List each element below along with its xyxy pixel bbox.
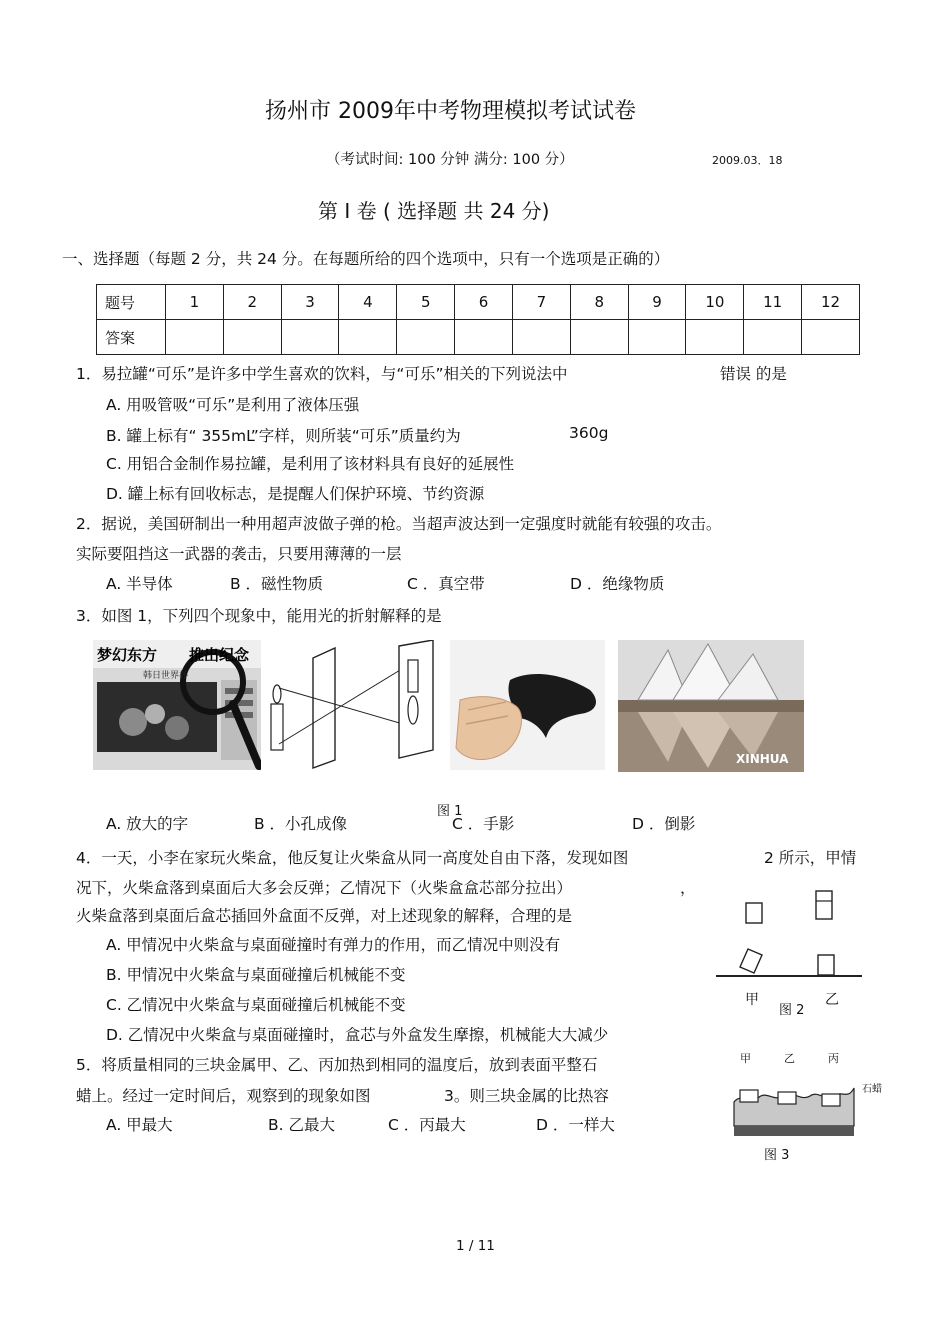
table-cell: 6 [455,285,513,320]
q1-stem-emphasis: 错误 的是 [720,365,787,383]
q5-option-b: B. 乙最大 [268,1116,335,1134]
answer-cell[interactable] [686,320,744,355]
table-cell: 8 [570,285,628,320]
answer-cell[interactable] [802,320,860,355]
table-cell: 11 [744,285,802,320]
page-title: 扬州市 2009年中考物理模拟考试试卷 [265,99,636,124]
q4-stem-line2: 况下，火柴盒落到桌面后大多会反弹；乙情况下（火柴盒盒芯部分拉出） [76,879,573,897]
q1-option-d: D. 罐上标有回收标志，是提醒人们保护环境、节约资源 [106,485,485,503]
section-title: 第 I 卷 ( 选择题 共 24 分) [318,199,550,223]
q1-option-c: C. 用铝合金制作易拉罐，是利用了该材料具有良好的延展性 [106,455,515,473]
table-cell: 2 [223,285,281,320]
figure1-hand-shadow-photo [450,640,605,770]
q2-stem-line1: 2．据说，美国研制出一种用超声波做子弹的枪。当超声波达到一定强度时就能有较强的攻击。 [76,515,722,533]
answer-cell[interactable] [512,320,570,355]
q3-stem: 3．如图 1，下列四个现象中，能用光的折射解释的是 [76,607,442,625]
table-cell: 12 [802,285,860,320]
row-label-answer: 答案 [97,320,166,355]
photo1-subhead: 韩日世界杯 [143,671,189,681]
figure3-label-wax: 石蜡 [862,1084,882,1095]
q4-option-b: B. 甲情况中火柴盒与桌面碰撞后机械能不变 [106,966,406,984]
q2-option-b: B ．磁性物质 [230,575,324,593]
answer-cell[interactable] [570,320,628,355]
q1-stem: 1．易拉罐“可乐”是许多中学生喜欢的饮料，与“可乐”相关的下列说法中 [76,365,568,383]
figure3-caption: 图 3 [764,1148,790,1163]
answer-cell[interactable] [397,320,455,355]
q2-stem-line2: 实际要阻挡这一武器的袭击，只要用薄薄的一层 [76,545,402,563]
figure2-caption: 图 2 [779,1003,805,1018]
q3-option-d: D ．倒影 [632,815,696,833]
figure1-pinhole-drawing [265,640,445,770]
table-cell: 4 [339,285,397,320]
q5-option-a: A. 甲最大 [106,1116,173,1134]
q4-stem-line1: 4．一天，小李在家玩火柴盒，他反复让火柴盒从同一高度处自由下落，发现如图 [76,849,629,867]
answer-cell[interactable] [628,320,686,355]
table-row [97,285,860,320]
q2-option-d: D ．绝缘物质 [570,575,665,593]
answer-cell[interactable] [281,320,339,355]
exam-info: （考试时间: 100 分钟 满分: 100 分） [326,152,574,168]
figure1-reflection-photo [618,640,804,772]
q3-option-c: C ．手影 [452,815,515,833]
figure2-matchbox-drawing [712,885,872,985]
q2-option-c: C ．真空带 [407,575,485,593]
photo1-headline: 梦幻东方 [97,646,158,664]
answer-cell[interactable] [223,320,281,355]
q5-option-d: D ．一样大 [536,1116,615,1134]
q1-option-b: B. 罐上标有“ 355mL”字样，则所装“可乐”质量约为 [106,427,461,445]
figure3-label-yi: 乙 [784,1052,795,1065]
page-number: 1 / 11 [456,1238,495,1254]
table-cell: 1 [166,285,224,320]
q5-stem-line1: 5．将质量相同的三块金属甲、乙、丙加热到相同的温度后，放到表面平整石 [76,1056,598,1074]
figure3-wax-drawing [730,1062,860,1138]
q4-option-a: A. 甲情况中火柴盒与桌面碰撞时有弹力的作用，而乙情况中则没有 [106,936,561,954]
figure2-label-jia: 甲 [745,992,759,1008]
figure3-label-bing: 丙 [828,1052,839,1065]
photo1-headline-magnified: 推出纪念 [189,646,250,664]
answer-table [96,284,860,355]
answer-cell[interactable] [339,320,397,355]
table-row [97,320,860,355]
q4-stem-line2-end: ， [680,879,696,897]
table-cell: 10 [686,285,744,320]
q1-option-a: A. 用吸管吸“可乐”是利用了液体压强 [106,396,360,414]
table-cell: 5 [397,285,455,320]
figure1-caption: 图 1 [437,804,463,819]
photo-watermark: XINHUA [736,752,789,766]
row-label-number: 题号 [97,285,166,320]
q5-stem-line2-end: 3。则三块金属的比热容 [444,1087,609,1105]
q2-option-a: A. 半导体 [106,575,173,593]
section-instruction: 一、选择题（每题 2 分，共 24 分。在每题所给的四个选项中，只有一个选项是正确的） [62,250,670,268]
q4-option-c: C. 乙情况中火柴盒与桌面碰撞后机械能不变 [106,996,406,1014]
answer-cell[interactable] [744,320,802,355]
table-cell: 3 [281,285,339,320]
q3-option-a: A. 放大的字 [106,815,189,833]
figure3-label-jia: 甲 [740,1052,751,1065]
figure1-magnifier-photo [93,640,261,770]
q4-option-d: D. 乙情况中火柴盒与桌面碰撞时，盒芯与外盒发生摩擦，机械能大大减少 [106,1026,609,1044]
q3-option-b: B ．小孔成像 [254,815,348,833]
table-cell: 7 [512,285,570,320]
q5-stem-line2: 蜡上。经过一定时间后，观察到的现象如图 [76,1087,371,1105]
exam-date: 2009.03．18 [712,154,783,167]
figure2-label-yi: 乙 [825,992,839,1008]
q4-stem-line1-end: 2 所示，甲情 [764,849,857,867]
q4-stem-line3: 火柴盒落到桌面后盒芯插回外盒面不反弹，对上述现象的解释，合理的是 [76,907,573,925]
table-cell: 9 [628,285,686,320]
q1-option-b-value: 360g [569,424,609,442]
q5-option-c: C ．丙最大 [388,1116,466,1134]
answer-cell[interactable] [455,320,513,355]
answer-cell[interactable] [166,320,224,355]
